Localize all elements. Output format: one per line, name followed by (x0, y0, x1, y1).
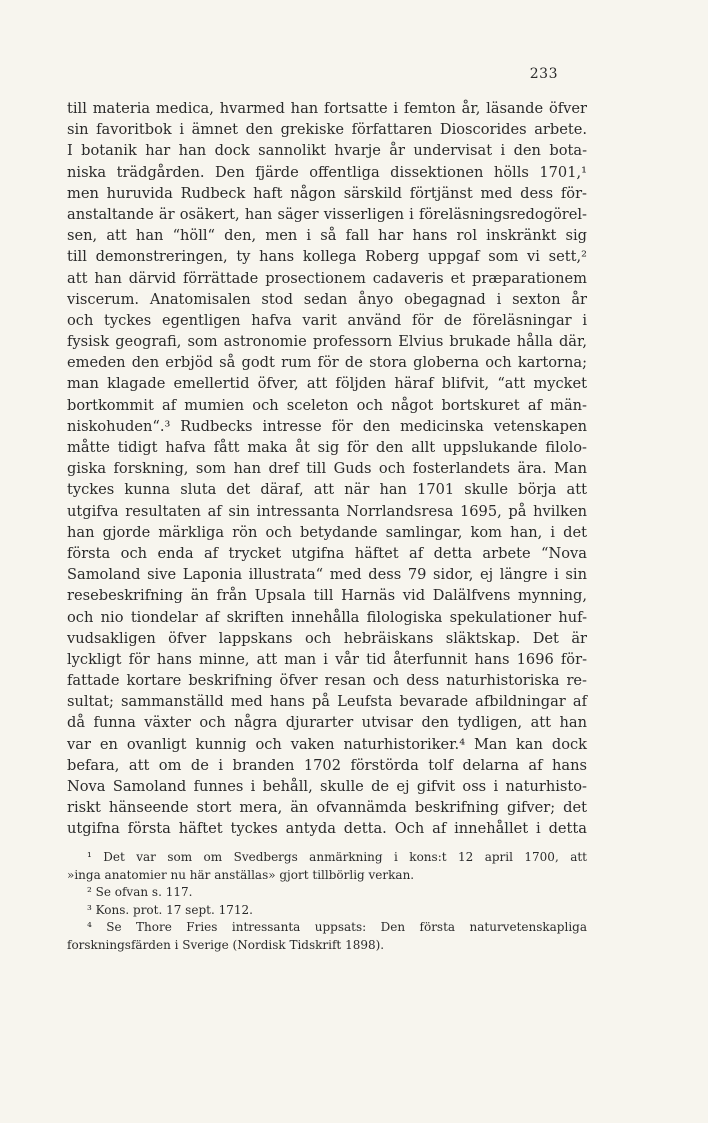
footnote-line: »inga anatomier nu här anställas» gjort tillbörlig verkan. (67, 867, 415, 882)
text-line: och nio tiondelar af skriften innehålla filologiska spekulationer huf- (67, 608, 587, 626)
text-line: första och enda af trycket utgifna häftet af detta arbete “Nova (67, 544, 587, 562)
footnotes (67, 849, 587, 954)
text-line: befara, att om de i branden 1702 förstörda tolf delarna af hans (67, 756, 587, 774)
text-line: sin favoritbok i ämnet den grekiske författaren Dioscorides arbete. (67, 121, 587, 139)
text-line: niska trädgården. Den fjärde offentliga dissektionen hölls 1701,¹ (67, 163, 587, 181)
text-line: niskohuden“.³ Rudbecks intresse för den medicinska vetenskapen (67, 417, 587, 435)
text-line: emeden den erbjöd så godt rum för de stora globerna och kartorna; (67, 354, 587, 372)
footnote-line: ³ Kons. prot. 17 sept. 1712. (87, 902, 253, 917)
text-line: sen, att han “höll“ den, men i så fall har hans rol inskränkt sig (67, 227, 587, 245)
text-line: Samoland sive Laponia illustrata“ med dess 79 sidor, ej längre i sin (67, 566, 587, 584)
footnote-line: ¹ Det var som om Svedbergs anmärkning i kons:t 12 april 1700, att (87, 850, 587, 864)
footnote-line: ² Se ofvan s. 117. (87, 885, 193, 899)
text-line: då funna växter och några djurarter utvisar den tydligen, att han (67, 714, 587, 732)
text-line: han gjorde märkliga rön och betydande samlingar, kom han, i det (67, 523, 587, 541)
text-line: viscerum. Anatomisalen stod sedan ånyo obegagnad i sexton år (67, 290, 587, 308)
text-line: var en ovanligt kunnig och vaken naturhistoriker.⁴ Man kan dock (67, 735, 587, 753)
text-line: resebeskrifning än från Upsala till Harnäs vid Dalälfvens mynning, (67, 587, 587, 605)
text-line: vudsakligen öfver lappskans och hebräiskans släktskap. Det är (67, 629, 587, 647)
footnote-line: forskningsfärden i Sverige (Nordisk Tidskrift 1898). (67, 937, 385, 952)
text-line: giska forskning, som han dref till Guds och fosterlandets ära. Man (67, 460, 587, 478)
text-line: utgifna första häftet tyckes antyda detta. Och af innehållet i detta (67, 820, 587, 838)
text-line: I botanik har han dock sannolikt hvarje år undervisat i den bota- (67, 142, 587, 160)
text-line: till demonstreringen, ty hans kollega Roberg uppgaf som vi sett,² (67, 248, 587, 266)
text-line: fysisk geografi, som astronomie professorn Elvius brukade hålla där, (67, 333, 587, 351)
text-line: bortkommit af mumien och sceleton och något bortskuret af män- (67, 396, 587, 414)
text-line: att han därvid förrättade prosectionem cadaveris et præparationem (67, 269, 587, 287)
text-line: anstaltande är osäkert, han säger visserligen i föreläsningsredogörel- (67, 205, 587, 223)
text-line: utgifva resultaten af sin intressanta Norrlandsresa 1695, på hvilken (67, 502, 587, 520)
text-line: men huruvida Rudbeck haft någon särskild förtjänst med dess för- (67, 184, 587, 202)
text-line: lyckligt för hans minne, att man i vår tid återfunnit hans 1696 för- (67, 650, 587, 668)
text-line: riskt hänseende stort mera, än ofvannämda beskrifning gifver; det (67, 799, 587, 817)
page-number: 233 (529, 66, 558, 82)
text-line: fattade kortare beskrifning öfver resan och dess naturhistoriska re- (67, 672, 587, 690)
text-line: till materia medica, hvarmed han fortsatte i femton år, läsande öfver (67, 100, 587, 117)
footnote-line: ⁴ Se Thore Fries intressanta uppsats: Den första naturvetenskapliga (87, 920, 587, 934)
text-line: Nova Samoland funnes i behåll, skulle de ej gifvit oss i naturhisto- (67, 778, 587, 795)
text-line: sultat; sammanställd med hans på Leufsta bevarade afbildningar af (67, 693, 587, 711)
text-line: måtte tidigt hafva fått maka åt sig för den allt uppslukande filolo- (67, 439, 587, 456)
text-line: tyckes kunna sluta det däraf, att när han 1701 skulle börja att (67, 481, 587, 499)
text-line: man klagade emellertid öfver, att följden häraf blifvit, “att mycket (67, 375, 587, 393)
text-line: och tyckes egentligen hafva varit använd för de föreläsningar i (67, 311, 587, 329)
body-text (67, 98, 587, 840)
